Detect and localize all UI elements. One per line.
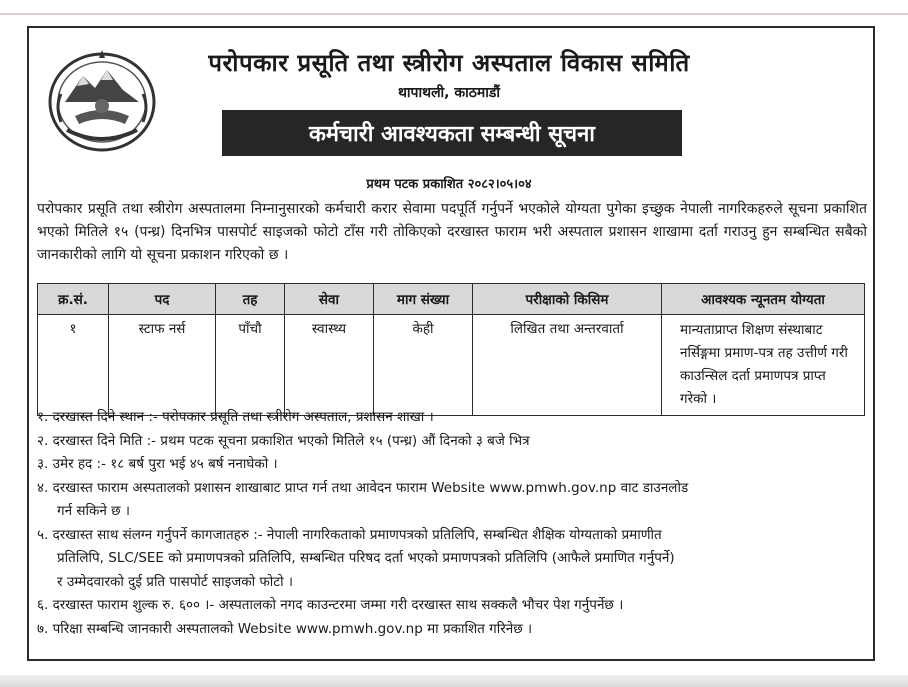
cell-qualification: मान्यताप्राप्त शिक्षण संस्थाबाट नर्सिङ्गमा प्रमाण-पत्र तह उत्तीर्ण गरी काउन्सिल दर्ता प्रमाणपत्र प्राप्त गरेको । [662, 315, 865, 416]
organization-address: थापाथली, काठमाडौं [397, 85, 501, 101]
header-qualification: आवश्यक न्यूनतम योग्यता [662, 284, 865, 315]
notice-title-banner: कर्मचारी आवश्यकता सम्बन्धी सूचना [222, 110, 682, 156]
header-serial: क्र.सं. [38, 284, 109, 315]
note-item: ६. दरखास्त फाराम शुल्क रु. ६०० ।- अस्पतालको नगद काउन्टरमा जम्मा गरी दरखास्त साथ सक्कलै भौचर पेश गर्नुपर्नेछ । [37, 597, 624, 613]
note-item: २. दरखास्त दिने मिति :- प्रथम पटक सूचना प्रकाशित भएको मितिले १५ (पन्ध्र) औं दिनको ३ बजे भित्र [37, 432, 530, 449]
note-item-continuation: गर्न सकिने छ । [57, 503, 131, 519]
note-item: १. दरखास्त दिने स्थान :- परोपकार प्रसूति तथा स्त्रीरोग अस्पताल, प्रशासन शाखा । [37, 409, 434, 425]
note-item-continuation: प्रतिलिपि, SLC/SEE को प्रमाणपत्रको प्रतिलिपि, सम्बन्धित परिषद दर्ता भएको प्रमाणपत्रको प्रतिलिपि (आफैले प्रमाणित गर्नुपर्ने) [57, 550, 675, 566]
nepal-government-emblem-icon [45, 44, 159, 156]
header-post: पद [109, 284, 216, 315]
cell-demand-count: केही [374, 315, 473, 416]
note-item: ७. परिक्षा सम्बन्धि जानकारी अस्पतालको Website www.pmwh.gov.np मा प्रकाशित गरिनेछ । [37, 620, 533, 637]
note-item: ४. दरखास्त फाराम अस्पतालको प्रशासन शाखाबाट प्राप्त गर्न तथा आवेदन फाराम Website www.pmwh.gov.np वाट डाउनलोड [37, 479, 689, 496]
cell-level: पाँचौ [216, 315, 285, 416]
notice-frame [27, 26, 875, 661]
notes-list [37, 406, 869, 641]
cell-service: स्वास्थ्य [285, 315, 374, 416]
cell-serial: १ [38, 315, 109, 416]
publication-date: प्रथम पटक प्रकाशित २०८२।०५।०४ [366, 177, 532, 192]
table-row [38, 315, 865, 416]
note-item: ५. दरखास्त साथ संलग्न गर्नुपर्ने कागजातहरु :- नेपाली नागरिकताको प्रमाणपत्रको प्रतिलिपि, सम्बन्धित शैक्षिक योग्यताको प्रमाणीत [37, 526, 662, 543]
header-exam-type: परीक्षाको किसिम [473, 284, 662, 315]
bottom-strip [0, 675, 908, 687]
organization-name: परोपकार प्रसूति तथा स्त्रीरोग अस्पताल विकास समिति [208, 49, 690, 77]
table-header-row [38, 284, 865, 315]
cell-post: स्टाफ नर्स [109, 315, 216, 416]
header-service: सेवा [285, 284, 374, 315]
header-demand-count: माग संख्या [374, 284, 473, 315]
note-item: ३. उमेर हद :- १८ बर्ष पुरा भई ४५ बर्ष ननाघेको । [37, 456, 278, 472]
intro-paragraph: परोपकार प्रसूति तथा स्त्रीरोग अस्पतालमा निम्नानुसारको कर्मचारी करार सेवामा पदपूर्ति गर्नुपर्ने भएकोले योग्यता पुगेका इच्छुक नेपाली नागरिकहरुले सूचना प्रकाशित भएको मितिले १५ (पन्ध्र) दिनभित्र पासपोर्ट साइजको फोटो टाँस गरी तोकिएको दरखास्त फाराम भरी अस्पताल प्रशासन शाखामा दर्ता गराउनु हुन सम्बन्धित सबैको जानकारीको लागि यो सूचना प्रकाशन गरिएको छ । [37, 201, 867, 263]
vacancy-table [37, 283, 865, 416]
top-border [0, 13, 908, 15]
cell-exam-type: लिखित तथा अन्तरवार्ता [473, 315, 662, 416]
header-level: तह [216, 284, 285, 315]
note-item-continuation: र उम्मेदवारको दुई प्रति पासपोर्ट साइजको फोटो । [57, 573, 294, 590]
